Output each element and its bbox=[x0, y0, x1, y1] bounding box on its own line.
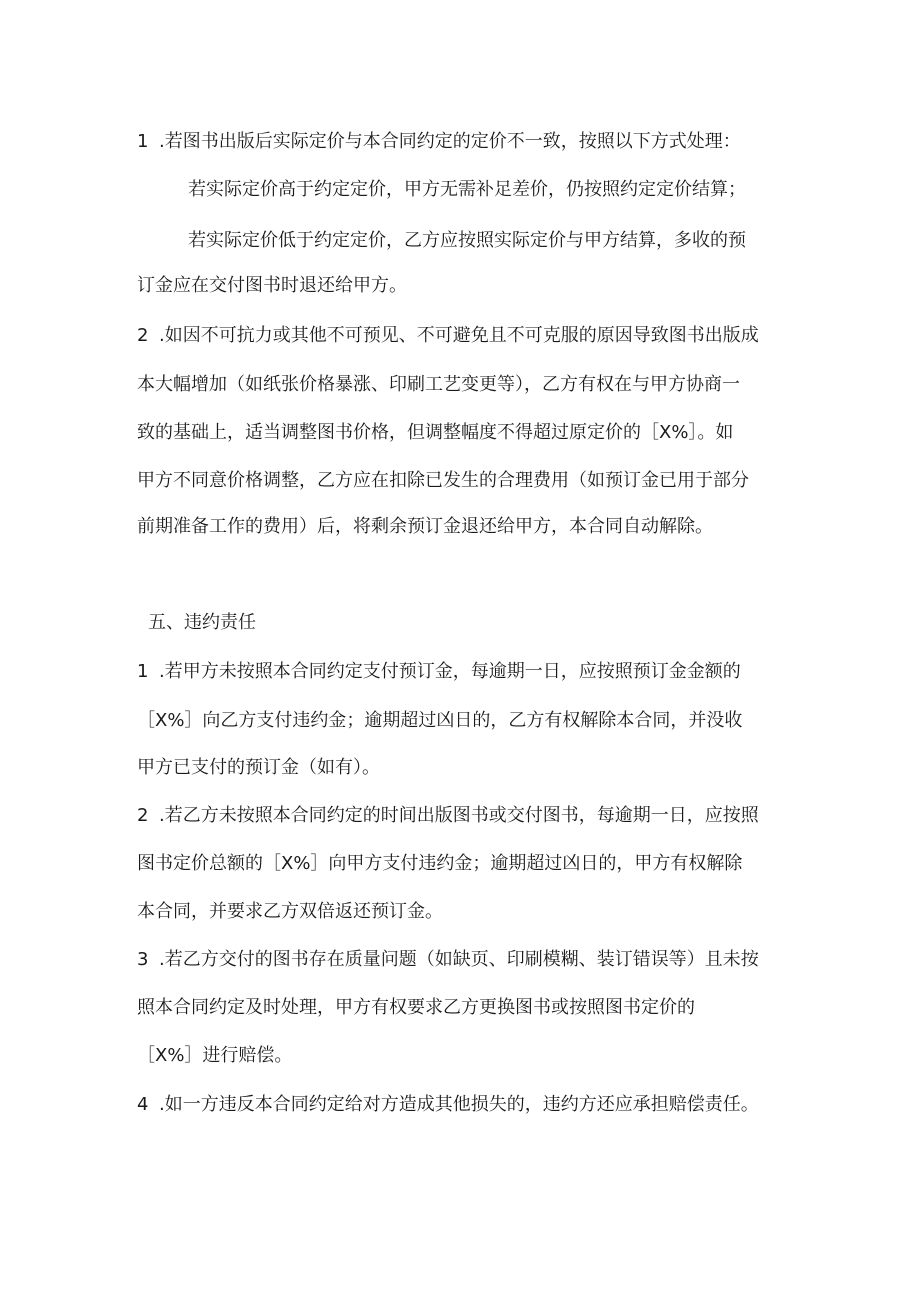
price-item-2-line: 甲方不同意价格调整，乙方应在扣除已发生的合理费用（如预订金已用于部分 bbox=[137, 470, 749, 491]
breach-item-2-line: 图书定价总额的［X%］向甲方支付违约金；逾期超过凶日的，甲方有权解除 bbox=[137, 853, 743, 874]
breach-item-3-line: ［X%］进行赔偿。 bbox=[137, 1045, 293, 1066]
breach-item-3-line: 照本合同约定及时处理，甲方有权要求乙方更换图书或按照图书定价的 bbox=[137, 997, 695, 1018]
price-item-1-case-low-line: 若实际定价低于约定定价，乙方应按照实际定价与甲方结算，多收的预 bbox=[188, 230, 746, 251]
item-number: 3 bbox=[137, 949, 149, 970]
item-number: 1 bbox=[137, 131, 149, 152]
price-item-2-line: 本大幅增加（如纸张价格暴涨、印刷工艺变更等），乙方有权在与甲方协商一 bbox=[137, 374, 740, 395]
item-number: 1 bbox=[137, 661, 149, 682]
price-item-2-line: 前期准备工作的费用）后，将剩余预订金退还给甲方，本合同自动解除。 bbox=[137, 516, 713, 537]
price-item-1-case-low-line: 订金应在交付图书时退还给甲方。 bbox=[137, 275, 407, 296]
breach-item-2-line: 2 .若乙方未按照本合同约定的时间出版图书或交付图书，每逾期一日，应按照 bbox=[137, 805, 759, 826]
price-item-2-line: 2 .如因不可抗力或其他不可预见、不可避免且不可克服的原因导致图书出版成 bbox=[137, 325, 759, 346]
breach-item-1-line: 1 .若甲方未按照本合同约定支付预订金，每逾期一日，应按照预订金金额的 bbox=[137, 661, 741, 682]
price-item-2-line: 致的基础上，适当调整图书价格，但调整幅度不得超过原定价的［X%］。如 bbox=[137, 422, 734, 443]
breach-item-2-line: 本合同，并要求乙方双倍返还预订金。 bbox=[137, 901, 443, 922]
breach-item-1-line: ［X%］向乙方支付违约金；逾期超过凶日的，乙方有权解除本合同，并没收 bbox=[137, 710, 743, 731]
breach-item-3-line: 3 .若乙方交付的图书存在质量问题（如缺页、印刷模糊、装订错误等）且未按 bbox=[137, 949, 759, 970]
breach-item-1-line: 甲方已支付的预订金（如有）。 bbox=[137, 757, 380, 778]
section-heading-breach: 五、违约责任 bbox=[148, 612, 256, 633]
breach-item-4-line: 4 .如一方违反本合同约定给对方造成其他损失的，违约方还应承担赔偿责任。 bbox=[137, 1094, 759, 1115]
item-number: 2 bbox=[137, 325, 149, 346]
price-item-1-intro: 1 .若图书出版后实际定价与本合同约定的定价不一致，按照以下方式处理： bbox=[137, 131, 741, 152]
price-item-1-case-high: 若实际定价高于约定定价，甲方无需补足差价，仍按照约定定价结算； bbox=[188, 179, 746, 200]
item-number: 2 bbox=[137, 805, 149, 826]
item-number: 4 bbox=[137, 1094, 149, 1115]
